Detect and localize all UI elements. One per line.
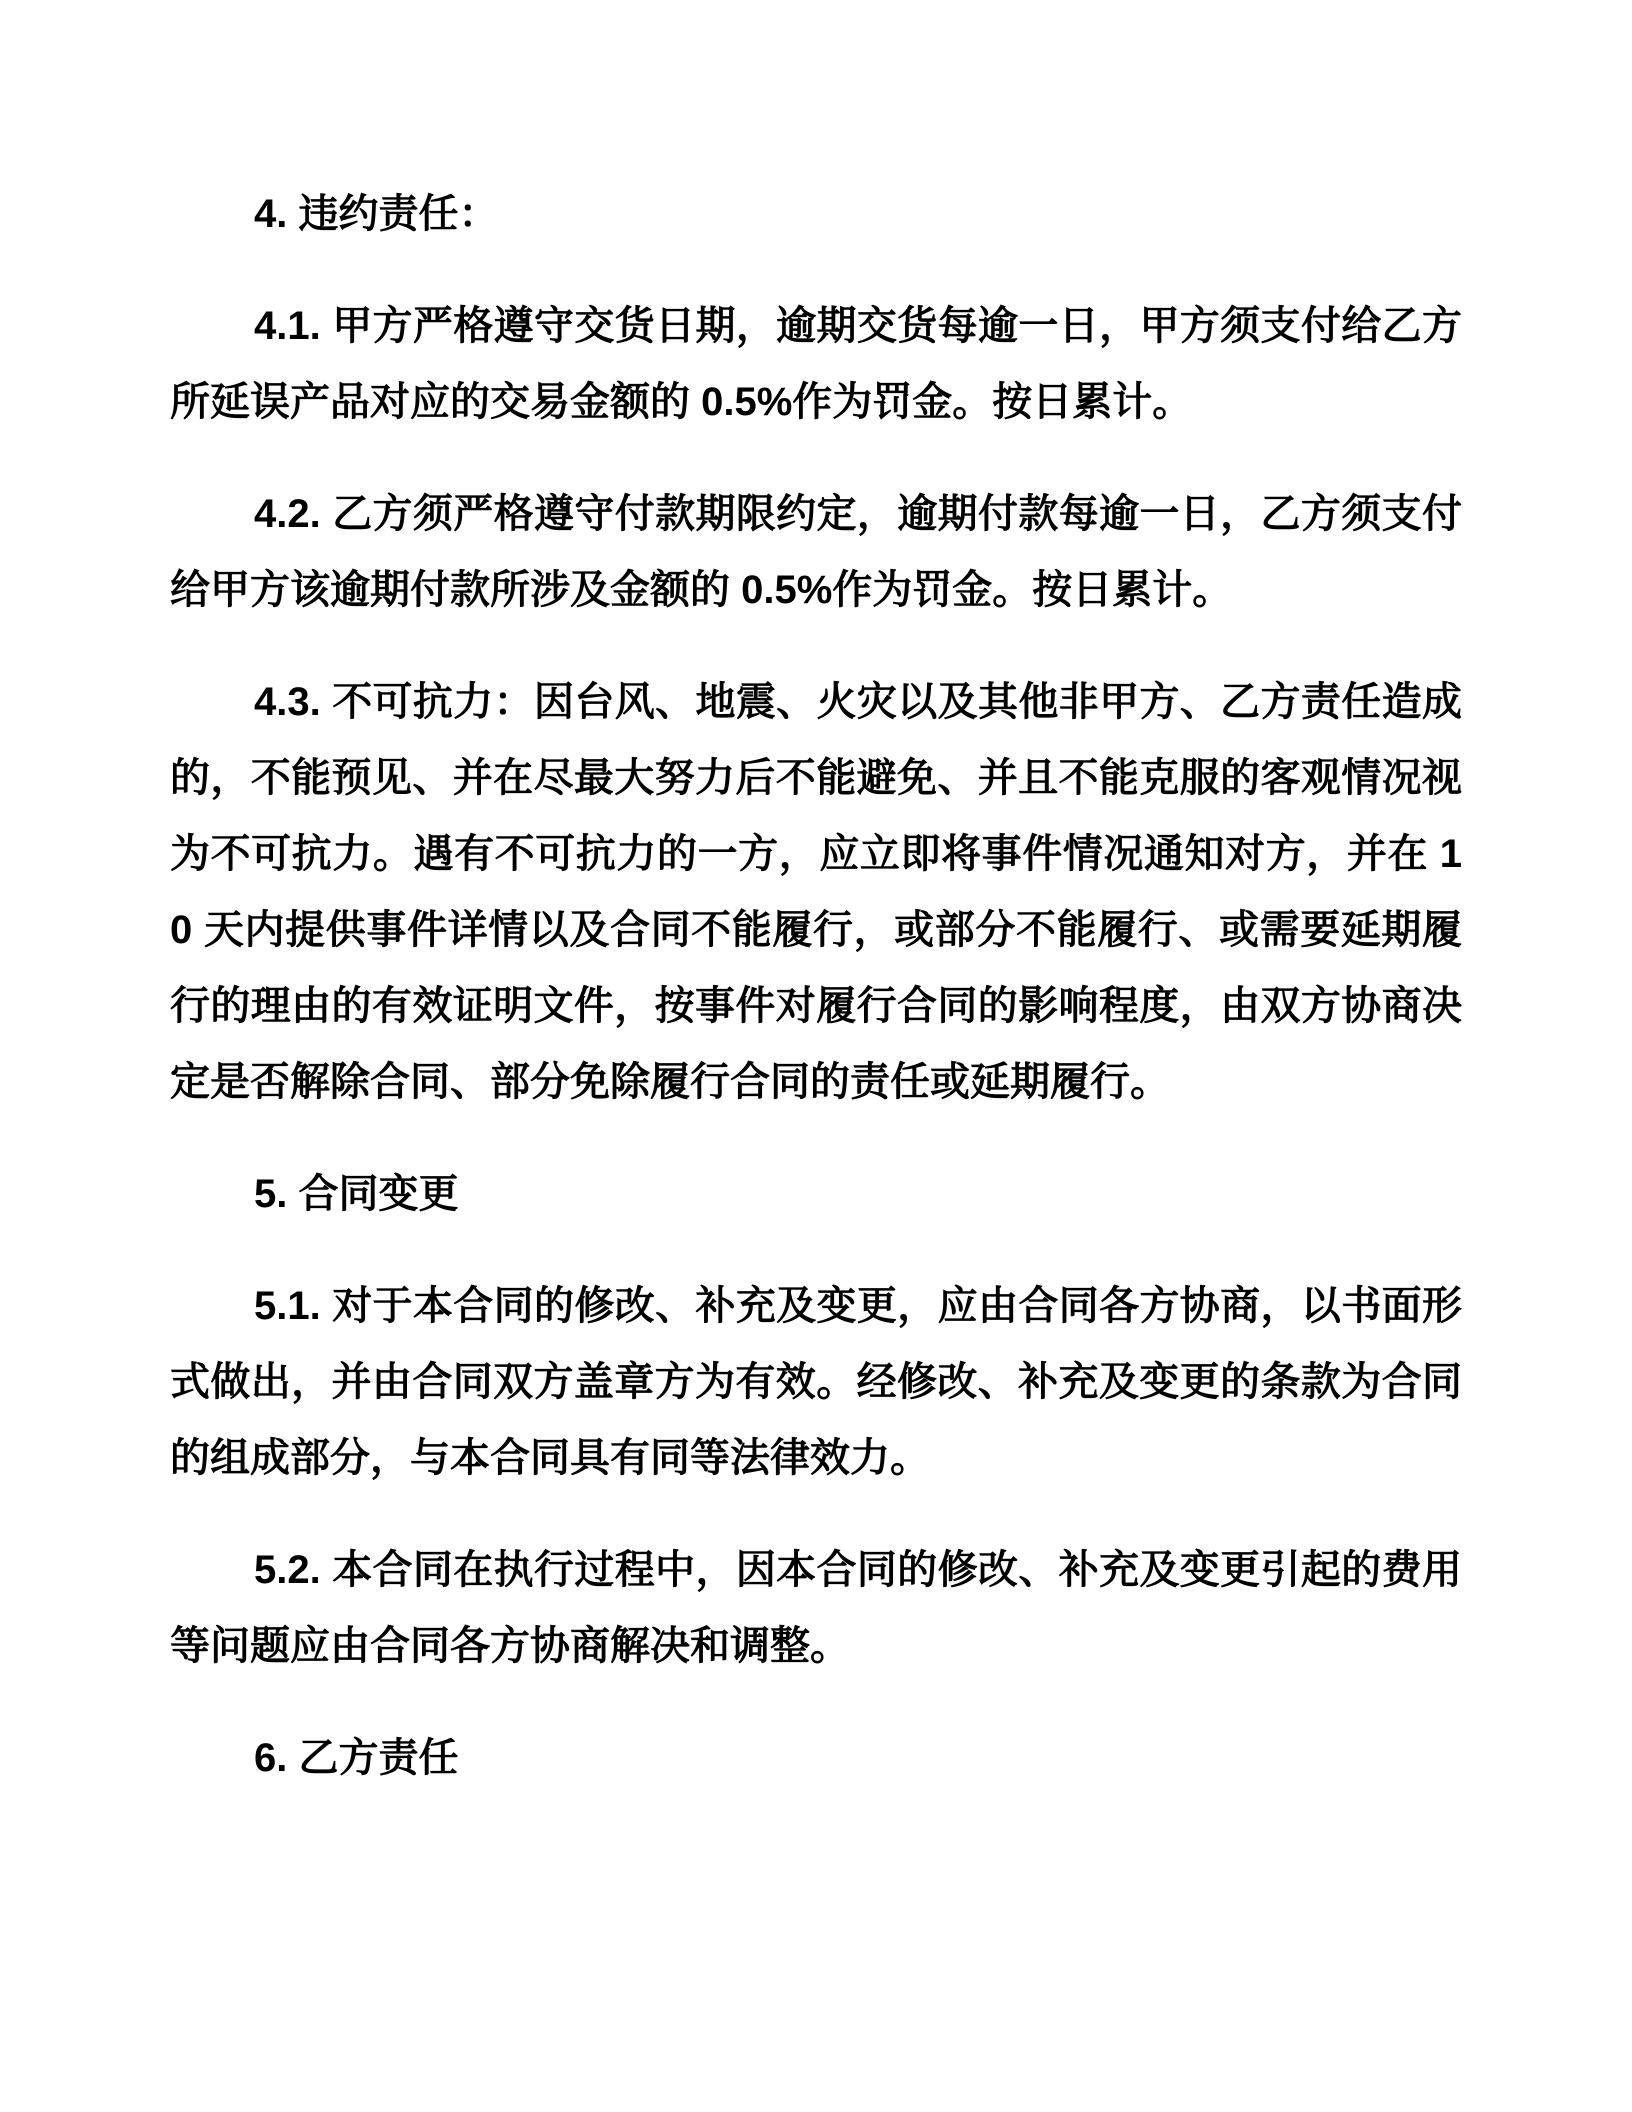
clause-5-1: 5.1. 对于本合同的修改、补充及变更，应由合同各方协商，以书面形式做出，并由合同双方盖章方为有效。经修改、补充及变更的条款为合同的组成部分，与本合同具有同等法律效力。 xyxy=(170,1284,1462,1480)
clause-4-1: 4.1. 甲方严格遵守交货日期，逾期交货每逾一日，甲方须支付给乙方所延误产品对应的交易金额的 0.5%作为罚金。按日累计。 xyxy=(170,304,1462,424)
clause-5-2: 5.2. 本合同在执行过程中，因本合同的修改、补充及变更引起的费用等问题应由合同各方协商解决和调整。 xyxy=(170,1548,1462,1668)
clause-6-heading: 6. 乙方责任 xyxy=(254,1736,459,1780)
clause-4-3: 4.3. 不可抗力：因台风、地震、火灾以及其他非甲方、乙方责任造成的，不能预见、并在尽最大努力后不能避免、并且不能克服的客观情况视为不可抗力。遇有不可抗力的一方，应立即将事件情况通知对方，并在 10 天内提供事件详情以及合同不能履行，或部分不能履行、或需要延期履行的理由的有效证明文件，按事件对履行合同的影响程度，由双方协商决定是否解除合同、部分免除履行合同的责任或延期履行。 xyxy=(170,680,1462,1104)
clause-4-heading: 4. 违约责任： xyxy=(254,192,499,236)
clause-5-heading: 5. 合同变更 xyxy=(254,1172,459,1216)
clause-4-2: 4.2. 乙方须严格遵守付款期限约定，逾期付款每逾一日，乙方须支付给甲方该逾期付款所涉及金额的 0.5%作为罚金。按日累计。 xyxy=(170,492,1462,612)
